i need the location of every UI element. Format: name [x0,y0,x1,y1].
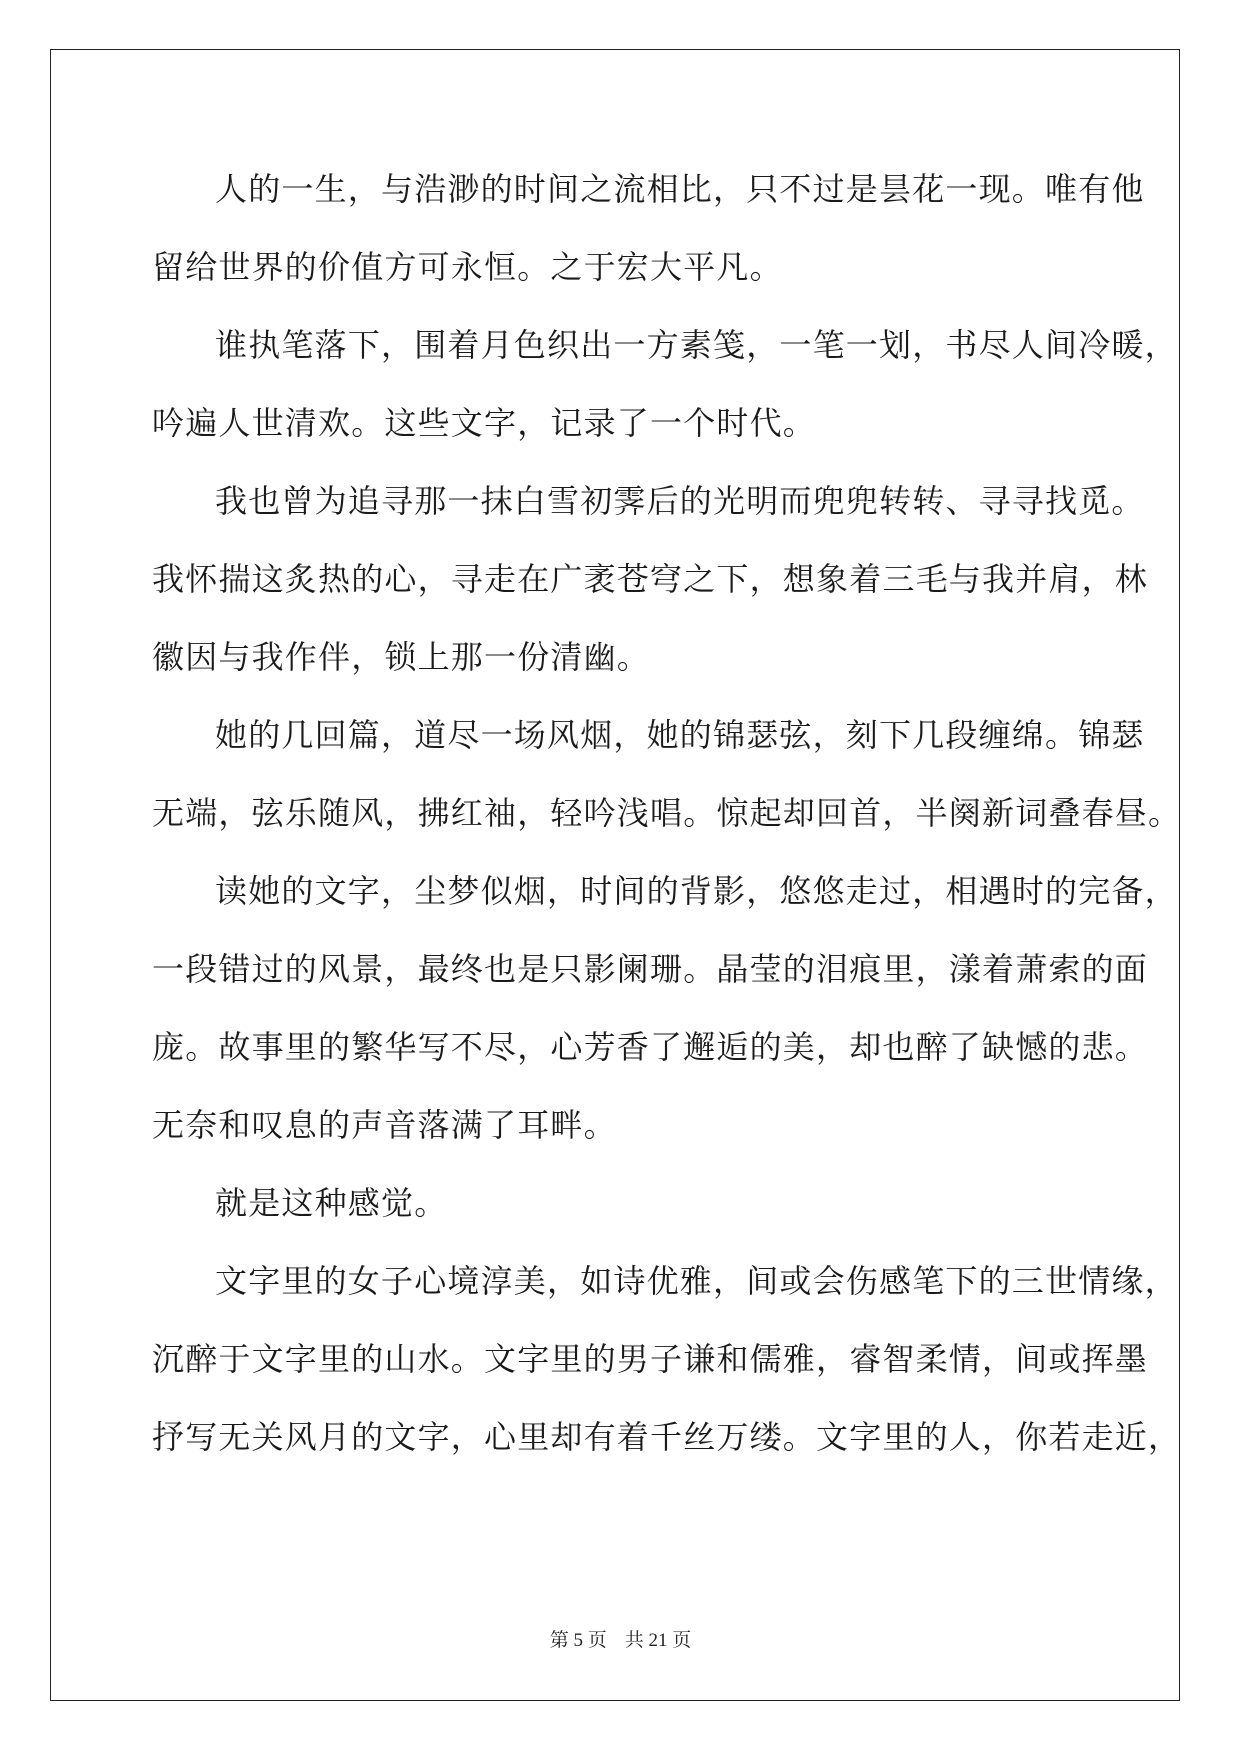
text-line: 我怀揣这炙热的心，寻走在广袤苍穹之下，想象着三毛与我并肩，林 [152,560,1149,598]
text-line: 我也曾为追寻那一抹白雪初霁后的光明而兜兜转转、寻寻找觅。 [215,482,1145,520]
text-line: 抒写无关风月的文字，心里却有着千丝万缕。文字里的人，你若走近， [152,1418,1182,1456]
text-line: 文字里的女子心境淳美，如诗优雅，间或会伤感笔下的三世情缘， [215,1262,1178,1300]
text-line: 徽因与我作伴，锁上那一份清幽。 [152,638,651,676]
page-number: 第 5 页 [549,1630,607,1651]
text-line: 庞。故事里的繁华写不尽，心芳香了邂逅的美，却也醉了缺憾的悲。 [152,1028,1149,1066]
text-line: 人的一生，与浩渺的时间之流相比，只不过是昙花一现。唯有他 [215,170,1145,208]
text-line: 谁执笔落下，围着月色织出一方素笺，一笔一划，书尽人间冷暖， [215,326,1178,364]
text-line: 读她的文字，尘梦似烟，时间的背影，悠悠走过，相遇时的完备， [215,872,1178,910]
page-footer [0,1625,1241,1652]
document-body [152,160,1182,1486]
page-total: 共 21 页 [624,1630,692,1651]
text-line: 她的几回篇，道尽一场风烟，她的锦瑟弦，刻下几段缠绵。锦瑟 [215,716,1145,754]
text-line: 一段错过的风景，最终也是只影阑珊。晶莹的泪痕里，漾着萧索的面 [152,950,1149,988]
text-line: 吟遍人世清欢。这些文字，记录了一个时代。 [152,404,817,442]
text-line: 就是这种感觉。 [215,1184,448,1222]
text-line: 无奈和叹息的声音落满了耳畔。 [152,1106,617,1144]
text-line: 无端，弦乐随风，拂红袖，轻吟浅唱。惊起却回首，半阕新词叠春昼。 [152,794,1182,832]
text-line: 留给世界的价值方可永恒。之于宏大平凡。 [152,248,783,286]
text-line: 沉醉于文字里的山水。文字里的男子谦和儒雅，睿智柔情，间或挥墨 [152,1340,1149,1378]
